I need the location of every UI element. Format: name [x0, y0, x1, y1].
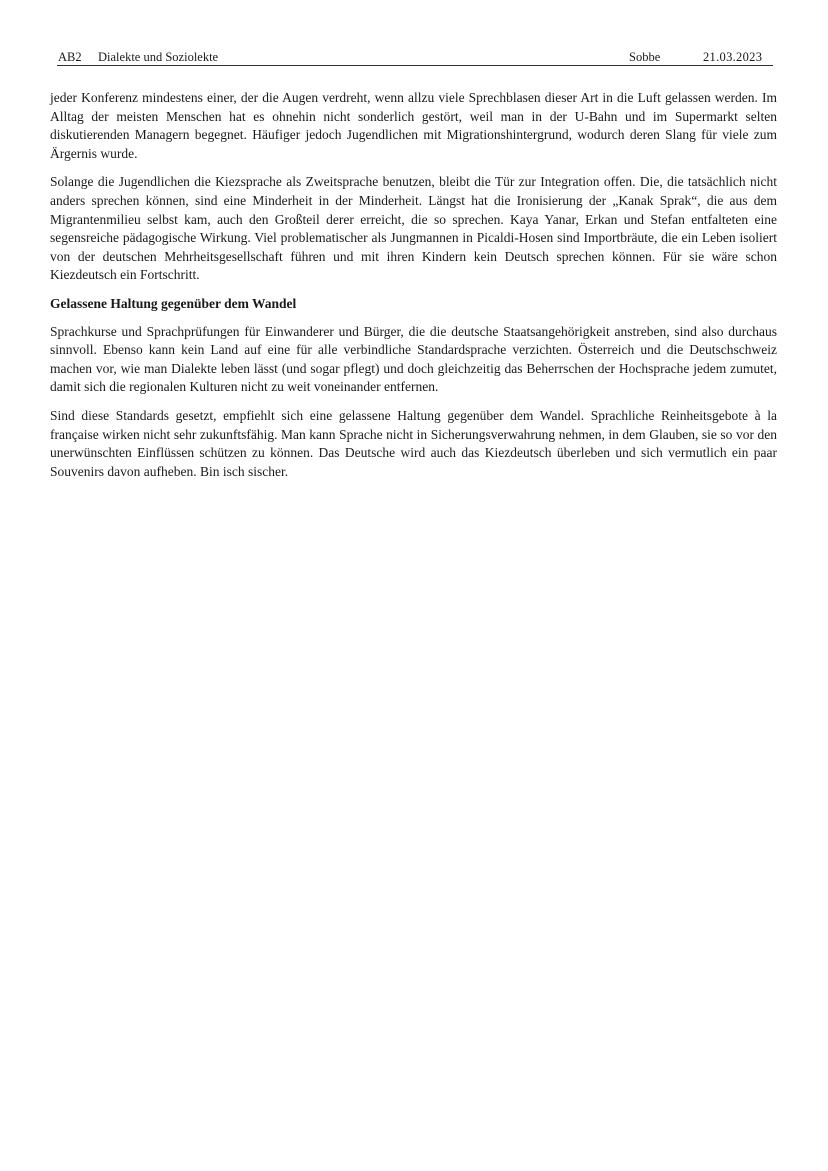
- worksheet-title: Dialekte und Soziolekte: [98, 50, 219, 64]
- worksheet-code: AB2: [58, 50, 82, 64]
- section-heading: Gelassene Haltung gegenüber dem Wandel: [50, 295, 297, 311]
- document-date: 21.03.2023: [703, 50, 763, 64]
- paragraph-2: Solange die Jugendlichen die Kiezsprache als Zweitsprache benutzen, bleibt die Tür zur Integration offen. Die, die tatsächlich nicht anders sprechen können, sind eine Minderheit in der Minderheit. Längst hat die Ironisierung der „Kanak Sprak“, die aus dem Migrantenmilieu selbst kam, auch den Großteil derer erreicht, die so sprechen. Kaya Yanar, Erkan und Stefan entfalteten eine segensreiche pädagogische Wirkung. Viel problematischer als Jungmannen in Picaldi-Hosen sind Importbräute, die ein Leben isoliert von der deutschen Mehrheitsgesellschaft führen und mit ihren Kindern kein Deutsch sprechen können. Für sie wäre schon Kiezdeutsch ein Fortschritt.: [50, 174, 777, 283]
- paragraph-1: jeder Konferenz mindestens einer, der die Augen verdreht, wenn allzu viele Sprechblasen dieser Art in die Luft gelassen werden. Im Alltag der meisten Menschen hat es ohnehin nicht sonderlich gestört, weil man in der U-Bahn und im Supermarkt selten diskutierenden Managern begegnet. Häufiger jedoch Jugendlichen mit Migrationshintergrund, wodurch deren Slang für viele zum Ärgernis wurde.: [50, 90, 777, 161]
- paragraph-3: Sprachkurse und Sprachprüfungen für Einwanderer und Bürger, die die deutsche Staatsangehörigkeit anstreben, sind also durchaus sinnvoll. Ebenso kann kein Land auf eine für alle verbindliche Standardsprache verzichten. Österreich und die Deutschschweiz machen vor, wie man Dialekte leben lässt (und sogar pflegt) und doch gleichzeitig das Beherrschen der Hochsprache jedem zumutet, damit sich die regionalen Kulturen nicht zu weit voneinander entfernen.: [50, 323, 777, 395]
- author-name: Sobbe: [629, 50, 661, 64]
- paragraph-4: Sind diese Standards gesetzt, empfiehlt sich eine gelassene Haltung gegenüber dem Wandel. Sprachliche Reinheitsgebote à la française wirken nicht sehr zukunftsfähig. Man kann Sprache nicht in Sicherungsverwahrung nehmen, in dem Glauben, sie so vor den unerwünschten Einflüssen schützen zu können. Das Deutsche wird auch das Kiezdeutsch überleben und sich vermutlich ein paar Souvenirs davon aufheben. Bin isch sischer.: [50, 407, 777, 479]
- page-header: [57, 49, 773, 66]
- document-body: [50, 89, 777, 491]
